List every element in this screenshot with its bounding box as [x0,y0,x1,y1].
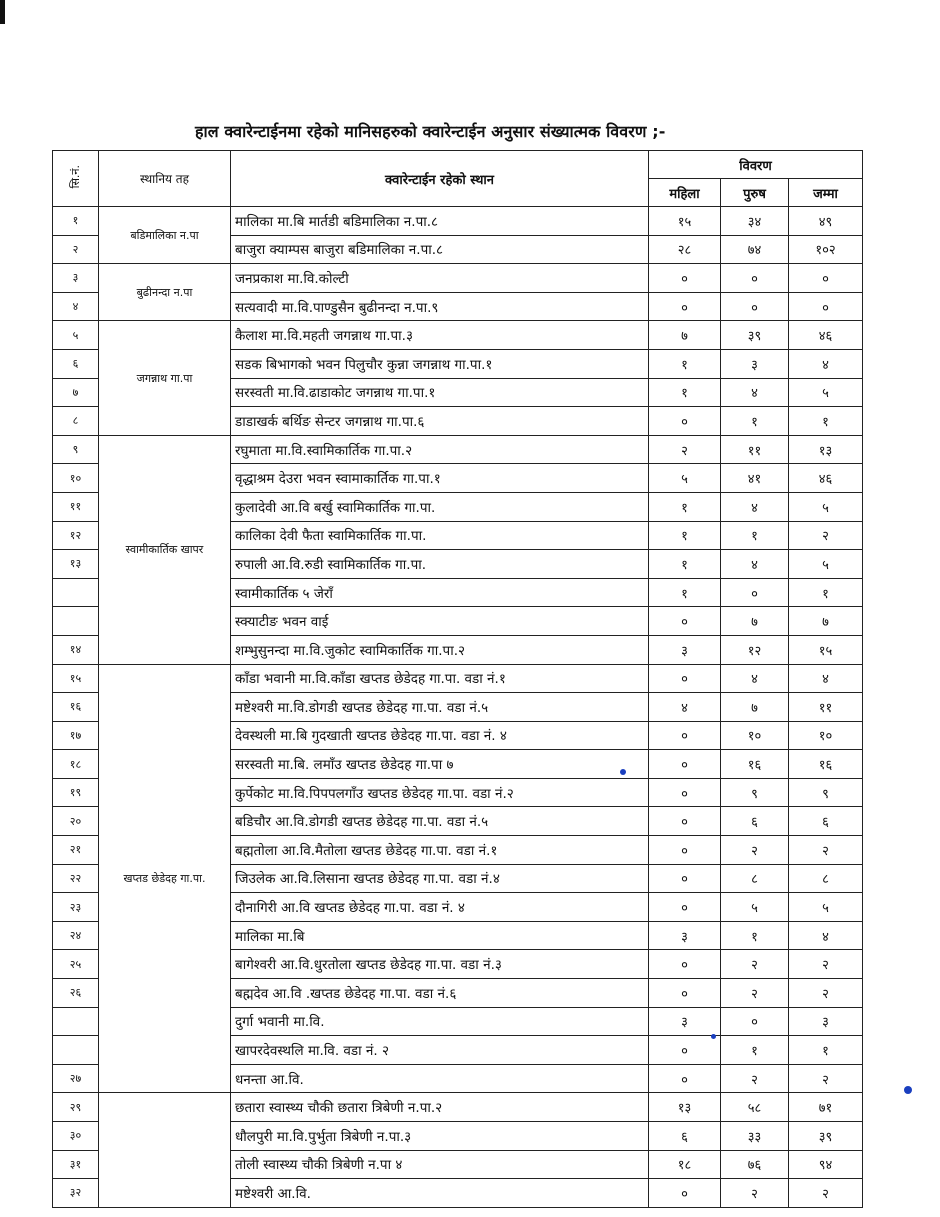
document-title: हाल क्वारेन्टाईनमा रहेको मानिसहरुको क्वारेन्टाईन अनुसार संख्यात्मक विवरण ;- [195,122,666,141]
cell-total: ९४ [789,1150,863,1179]
cell-sn: २७ [53,1064,99,1093]
cell-total: २ [789,950,863,979]
cell-female: ० [649,264,721,293]
cell-total: २ [789,836,863,865]
table-row [53,664,863,693]
cell-total: ५ [789,550,863,579]
cell-sn: ८ [53,407,99,436]
cell-place: खापरदेवस्थलि मा.वि. वडा नं. २ [231,1036,649,1065]
cell-male: ४ [721,550,789,579]
cell-total: २ [789,1179,863,1208]
cell-female: ४ [649,693,721,722]
table-body [53,207,863,1208]
cell-male: १ [721,1036,789,1065]
cell-sn: १७ [53,721,99,750]
cell-male: १० [721,721,789,750]
cell-place: धनन्ता आ.वि. [231,1064,649,1093]
cell-total: ४६ [789,321,863,350]
cell-male: २ [721,1064,789,1093]
cell-local-level [99,1093,231,1207]
cell-total: २ [789,521,863,550]
cell-sn: १८ [53,750,99,779]
cell-place: मष्टेश्वरी मा.वि.डोगडी खप्तड छेडेदह गा.पा. वडा नं.५ [231,693,649,722]
cell-male: ० [721,1007,789,1036]
cell-sn: १३ [53,550,99,579]
cell-place: स्वामीकार्तिक ५ जेराँ [231,578,649,607]
cell-place: रघुमाता मा.वि.स्वामिकार्तिक गा.पा.२ [231,435,649,464]
cell-male: ३ [721,349,789,378]
table-row [53,1093,863,1122]
cell-male: ३९ [721,321,789,350]
cell-female: ० [649,750,721,779]
cell-place: सत्यवादी मा.वि.पाण्डुसैन बुढीनन्दा न.पा.९ [231,292,649,321]
cell-sn: २९ [53,1093,99,1122]
cell-female: ५ [649,464,721,493]
cell-male: ६ [721,807,789,836]
table-row [53,321,863,350]
cell-total: ५ [789,378,863,407]
cell-male: ४ [721,664,789,693]
cell-sn: ३ [53,264,99,293]
cell-sn: १९ [53,778,99,807]
cell-place: बह्मदेव आ.वि .खप्तड छेडेदह गा.पा. वडा नं.६ [231,979,649,1008]
cell-place: दुर्गा भवानी मा.वि. [231,1007,649,1036]
cell-sn [53,607,99,636]
scan-edge-mark [0,0,5,24]
pen-mark [904,1086,912,1094]
cell-place: मालिका मा.बि मार्तडी बडिमालिका न.पा.८ [231,207,649,236]
cell-place: वृद्धाश्रम देउरा भवन स्वामाकार्तिक गा.पा.१ [231,464,649,493]
cell-sn: ९ [53,435,99,464]
cell-female: ३ [649,635,721,664]
cell-male: ७ [721,607,789,636]
cell-female: १ [649,578,721,607]
cell-place: बागेश्वरी आ.वि.धुरतोला खप्तड छेडेदह गा.पा. वडा नं.३ [231,950,649,979]
cell-place: रुपाली आ.वि.रुडी स्वामिकार्तिक गा.पा. [231,550,649,579]
cell-female: १ [649,550,721,579]
cell-female: ० [649,979,721,1008]
cell-female: ६ [649,1122,721,1151]
table-row [53,264,863,293]
cell-total: ० [789,264,863,293]
cell-female: ० [649,950,721,979]
table-row [53,207,863,236]
cell-female: ० [649,721,721,750]
cell-male: १ [721,921,789,950]
cell-total: ११ [789,693,863,722]
cell-male: ० [721,264,789,293]
cell-sn: ३१ [53,1150,99,1179]
cell-female: ० [649,836,721,865]
cell-total: १० [789,721,863,750]
cell-sn [53,1036,99,1065]
cell-sn: ७ [53,378,99,407]
cell-place: जनप्रकाश मा.वि.कोल्टी [231,264,649,293]
cell-male: ७४ [721,235,789,264]
cell-place: सरस्वती मा.बि. लमाँउ खप्तड छेडेदह गा.पा ७ [231,750,649,779]
cell-female: ३ [649,921,721,950]
cell-sn: २५ [53,950,99,979]
cell-total: ३९ [789,1122,863,1151]
cell-sn: २१ [53,836,99,865]
cell-total: ९ [789,778,863,807]
cell-male: ४ [721,378,789,407]
cell-male: ४ [721,492,789,521]
cell-male: २ [721,1179,789,1208]
pen-mark [620,769,626,775]
cell-total: ५ [789,492,863,521]
cell-place: बाजुरा क्याम्पस बाजुरा बडिमालिका न.पा.८ [231,235,649,264]
header-details: विवरण [649,151,863,179]
cell-total: ५ [789,893,863,922]
cell-female: ० [649,1036,721,1065]
cell-sn: २२ [53,864,99,893]
cell-place: तोली स्वास्थ्य चौकी त्रिबेणी न.पा ४ [231,1150,649,1179]
cell-sn: १४ [53,635,99,664]
cell-place: स्क्याटीङ भवन वाई [231,607,649,636]
cell-female: ० [649,864,721,893]
cell-female: ० [649,1179,721,1208]
header-sn [53,151,99,207]
cell-male: ० [721,292,789,321]
cell-male: १६ [721,750,789,779]
cell-male: २ [721,979,789,1008]
cell-sn: १० [53,464,99,493]
cell-place: जिउलेक आ.वि.लिसाना खप्तड छेडेदह गा.पा. वडा नं.४ [231,864,649,893]
cell-total: ६ [789,807,863,836]
cell-total: १५ [789,635,863,664]
cell-place: बडिचौर आ.वि.डोगडी खप्तड छेडेदह गा.पा. वडा नं.५ [231,807,649,836]
header-place: क्वारेन्टाईन रहेको स्थान [231,151,649,207]
cell-female: २ [649,435,721,464]
cell-female: १ [649,492,721,521]
cell-sn: १६ [53,693,99,722]
cell-male: २ [721,836,789,865]
cell-female: ० [649,292,721,321]
cell-male: १ [721,407,789,436]
cell-place: कुलादेवी आ.वि बर्खु स्वामिकार्तिक गा.पा. [231,492,649,521]
cell-sn: २६ [53,979,99,1008]
cell-total: ० [789,292,863,321]
cell-female: ७ [649,321,721,350]
cell-local-level: स्वामीकार्तिक खापर [99,435,231,664]
cell-total: ३ [789,1007,863,1036]
table-row [53,435,863,464]
cell-place: देवस्थली मा.बि गुदखाती खप्तड छेडेदह गा.पा. वडा नं. ४ [231,721,649,750]
cell-sn [53,1007,99,1036]
cell-female: ३ [649,1007,721,1036]
header-male: पुरुष [721,179,789,207]
cell-female: ० [649,607,721,636]
cell-sn: २० [53,807,99,836]
cell-sn: ६ [53,349,99,378]
cell-sn: २३ [53,893,99,922]
cell-local-level: बुढीनन्दा न.पा [99,264,231,321]
cell-sn: ३० [53,1122,99,1151]
cell-male: ११ [721,435,789,464]
cell-female: १ [649,521,721,550]
cell-place: कैलाश मा.वि.महती जगन्नाथ गा.पा.३ [231,321,649,350]
cell-place: शम्भुसुनन्दा मा.वि.जुकोट स्वामिकार्तिक गा.पा.२ [231,635,649,664]
cell-male: ४१ [721,464,789,493]
cell-local-level: जगन्नाथ गा.पा [99,321,231,435]
cell-male: ५ [721,893,789,922]
cell-male: ७ [721,693,789,722]
cell-female: ० [649,664,721,693]
cell-male: १२ [721,635,789,664]
cell-female: ० [649,778,721,807]
cell-total: १३ [789,435,863,464]
cell-female: १ [649,349,721,378]
cell-place: सडक बिभागको भवन पिलुचौर कुन्ना जगन्नाथ गा.पा.१ [231,349,649,378]
cell-female: १८ [649,1150,721,1179]
cell-total: ८ [789,864,863,893]
pen-mark [711,1034,716,1039]
cell-sn: २ [53,235,99,264]
cell-male: ३३ [721,1122,789,1151]
cell-sn: ११ [53,492,99,521]
cell-male: ९ [721,778,789,807]
cell-male: ७६ [721,1150,789,1179]
cell-male: १ [721,521,789,550]
cell-total: १६ [789,750,863,779]
cell-total: ७ [789,607,863,636]
cell-place: धौलपुरी मा.वि.पुर्भुता त्रिबेणी न.पा.३ [231,1122,649,1151]
cell-total: ४ [789,921,863,950]
cell-male: ० [721,578,789,607]
cell-total: २ [789,1064,863,1093]
cell-place: छतारा स्वास्थ्य चौकी छतारा त्रिबेणी न.पा.२ [231,1093,649,1122]
cell-total: ४६ [789,464,863,493]
cell-female: ० [649,407,721,436]
cell-sn: ५ [53,321,99,350]
cell-female: २८ [649,235,721,264]
cell-place: कालिका देवी फैता स्वामिकार्तिक गा.पा. [231,521,649,550]
header-sn-label: सि.नं. [69,164,82,189]
quarantine-table [52,150,863,1208]
cell-sn: १२ [53,521,99,550]
cell-sn: ४ [53,292,99,321]
cell-sn [53,578,99,607]
cell-place: काँडा भवानी मा.वि.काँडा खप्तड छेडेदह गा.पा. वडा नं.१ [231,664,649,693]
header-total: जम्मा [789,179,863,207]
cell-sn: ३२ [53,1179,99,1208]
cell-place: डाडाखर्क बर्थिङ सेन्टर जगन्नाथ गा.पा.६ [231,407,649,436]
cell-total: ४ [789,664,863,693]
cell-sn: १५ [53,664,99,693]
cell-place: मालिका मा.बि [231,921,649,950]
cell-sn: २४ [53,921,99,950]
cell-female: ० [649,807,721,836]
cell-place: सरस्वती मा.वि.ढाडाकोट जगन्नाथ गा.पा.१ [231,378,649,407]
cell-total: १ [789,407,863,436]
cell-female: ० [649,1064,721,1093]
cell-place: दौनागिरी आ.वि खप्तड छेडेदह गा.पा. वडा नं. ४ [231,893,649,922]
header-female: महिला [649,179,721,207]
cell-female: ० [649,893,721,922]
cell-total: १ [789,578,863,607]
cell-local-level: बडिमालिका न.पा [99,207,231,264]
cell-male: ३४ [721,207,789,236]
cell-total: ४ [789,349,863,378]
cell-female: १५ [649,207,721,236]
cell-total: १ [789,1036,863,1065]
cell-total: ४९ [789,207,863,236]
cell-place: बह्मतोला आ.वि.मैतोला खप्तड छेडेदह गा.पा. वडा नं.१ [231,836,649,865]
cell-male: २ [721,950,789,979]
cell-male: ५८ [721,1093,789,1122]
cell-total: ७१ [789,1093,863,1122]
cell-female: १ [649,378,721,407]
cell-local-level: खप्तड छेडेदह गा.पा. [99,664,231,1093]
cell-male: ८ [721,864,789,893]
cell-female: १३ [649,1093,721,1122]
cell-total: २ [789,979,863,1008]
cell-sn: १ [53,207,99,236]
cell-total: १०२ [789,235,863,264]
header-local-level: स्थानिय तह [99,151,231,207]
cell-place: कुर्पेकोट मा.वि.पिपपलगाँउ खप्तड छेडेदह गा.पा. वडा नं.२ [231,778,649,807]
cell-place: मष्टेश्वरी आ.वि. [231,1179,649,1208]
